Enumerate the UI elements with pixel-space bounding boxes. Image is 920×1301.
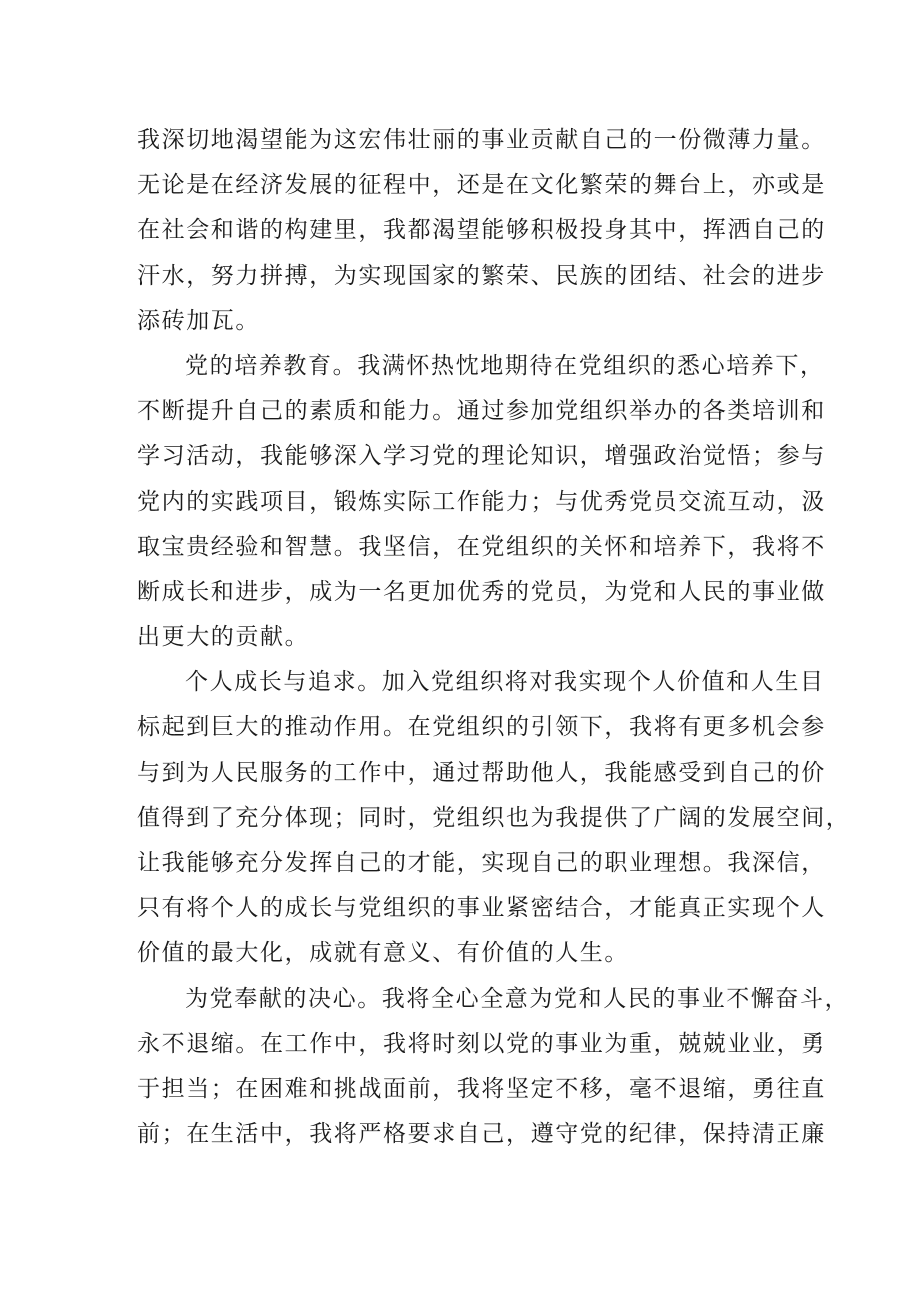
text-line: 我深切地渴望能为这宏伟壮丽的事业贡献自己的一份微薄力量。 xyxy=(137,127,826,153)
paragraph-personal-growth xyxy=(137,660,851,976)
text-line: 价值的最大化，成就有意义、有价值的人生。 xyxy=(137,940,629,967)
paragraph-party-training xyxy=(137,344,826,660)
text-line: 标起到巨大的推动作用。在党组织的引领下，我将有更多机会参 xyxy=(137,714,826,741)
text-line: 党内的实践项目，锻炼实际工作能力；与优秀党员交流互动，汲 xyxy=(137,488,826,515)
text-line: 与到为人民服务的工作中，通过帮助他人，我能感受到自己的价 xyxy=(137,759,826,786)
text-line: 学习活动，我能够深入学习党的理论知识，增强政治觉悟；参与 xyxy=(137,443,826,470)
text-line: 为党奉献的决心。我将全心全意为党和人民的事业不懈奋斗， xyxy=(185,985,850,1012)
text-line: 不断提升自己的素质和能力。通过参加党组织举办的各类培训和 xyxy=(137,398,826,425)
text-line: 只有将个人的成长与党组织的事业紧密结合，才能真正实现个人 xyxy=(137,895,826,922)
text-line: 前；在生活中，我将严格要求自己，遵守党的纪律，保持清正廉 xyxy=(137,1121,826,1148)
text-line: 无论是在经济发展的征程中，还是在文化繁荣的舞台上，亦或是 xyxy=(137,172,826,199)
paragraph-dedication xyxy=(137,977,850,1158)
text-line: 添砖加瓦。 xyxy=(137,307,260,334)
paragraph-continuation xyxy=(137,118,826,344)
text-line: 永不退缩。在工作中，我将时刻以党的事业为重，兢兢业业，勇 xyxy=(137,1030,826,1057)
text-line: 出更大的贡献。 xyxy=(137,624,310,651)
text-line: 汗水，努力拼搏，为实现国家的繁荣、民族的团结、社会的进步 xyxy=(137,262,826,289)
text-line: 让我能够充分发挥自己的才能，实现自己的职业理想。我深信， xyxy=(137,850,826,876)
text-line: 个人成长与追求。加入党组织将对我实现个人价值和人生目 xyxy=(185,669,825,696)
text-line: 在社会和谐的构建里，我都渴望能够积极投身其中，挥洒自己的 xyxy=(137,217,826,244)
text-line: 值得到了充分体现；同时，党组织也为我提供了广阔的发展空间， xyxy=(137,804,851,831)
text-line: 党的培养教育。我满怀热忱地期待在党组织的悉心培养下， xyxy=(185,352,825,379)
document-body xyxy=(137,118,851,1157)
text-line: 于担当；在困难和挑战面前，我将坚定不移，毫不退缩，勇往直 xyxy=(137,1075,826,1102)
text-line: 断成长和进步，成为一名更加优秀的党员，为党和人民的事业做 xyxy=(137,578,826,605)
text-line: 取宝贵经验和智慧。我坚信，在党组织的关怀和培养下，我将不 xyxy=(137,533,826,560)
